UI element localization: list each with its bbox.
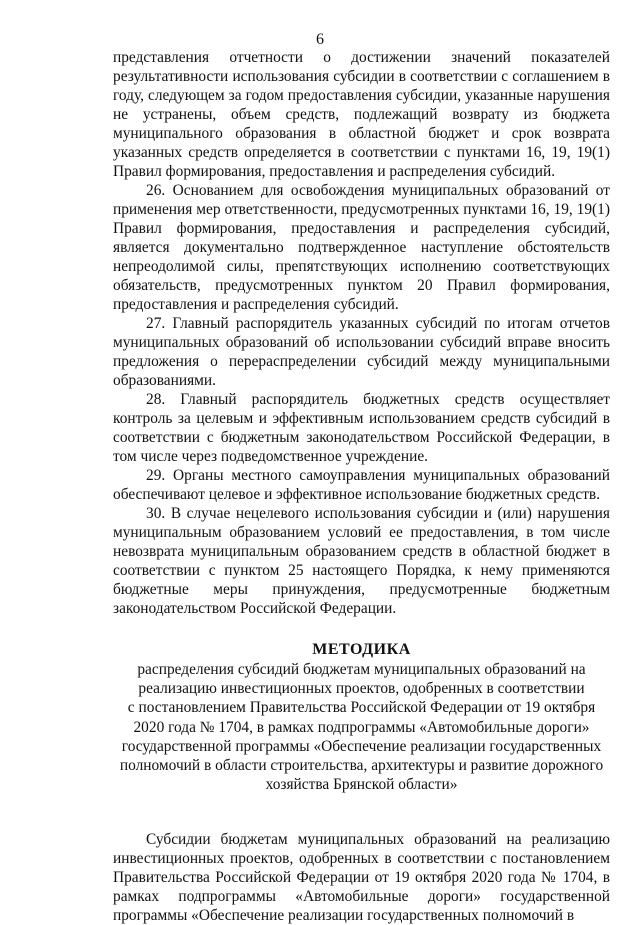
subtitle-line: распределения субсидий бюджетам муниципальных образований на <box>137 661 586 678</box>
methodology-title: МЕТОДИКА <box>312 641 411 658</box>
paragraph-30: 30. В случае нецелевого использования субсидии и (или) нарушения муниципальным образованием условий ее предоставления, в том числе невозврата муниципальным образованием средств в областной бюджет в соответствии с пунктом 25 настоящего Порядка, к нему применяются бюджетные меры принуждения, предусмотренные бюджетным законодательством Российской Федерации. <box>113 505 610 617</box>
paragraph-27: 27. Главный распорядитель указанных субсидий по итогам отчетов муниципальных образований об использовании субсидий вправе вносить предложения о перераспределении субсидий между муниципальными образованиями. <box>113 315 610 389</box>
subtitle-line: с постановлением Правительства Российской Федерации от 19 октября <box>127 699 596 717</box>
methodology-subtitle <box>113 660 610 794</box>
paragraph-29: 29. Органы местного самоуправления муниципальных образований обеспечивают целевое и эффективное использование бюджетных средств. <box>113 467 610 503</box>
page-number: 6 <box>316 31 324 48</box>
subtitle-line: государственной программы «Обеспечение реализации государственных <box>121 737 602 755</box>
spacer <box>113 794 610 830</box>
paragraph-continuation: представления отчетности о достижении значений показателей результативности использования субсидии в соответствии с соглашением в году, следующем за годом предоставления субсидии, указанные нарушения не устранены, объем средств, подлежащий возврату из бюджета муниципального образования в областной бюджет и срок возврата указанных средств определяется в соответствии с пунктами 16, 19, 19(1) Правил формирования, предоставления и распределения субсидий. <box>113 49 610 180</box>
paragraph-26: 26. Основанием для освобождения муниципальных образований от применения мер ответственности, предусмотренных пунктами 16, 19, 19(1) Правил формирования, предоставления и распределения субсидий, является документально подтвержденное наступление обстоятельств непреодолимой силы, препятствующих исполнению соответствующих обязательств, предусмотренных пунктом 20 Правил формирования, предоставления и распределения субсидий. <box>113 182 610 313</box>
methodology-body-paragraph: Субсидии бюджетам муниципальных образований на реализацию инвестиционных проектов, одобренных в соответствии с постановлением Правительства Российской Федерации от 19 октября 2020 года № 1704, в рамках подпрограммы «Автомобильные дороги» государственной программы «Обеспечение реализации государственных полномочий в <box>113 831 610 925</box>
subtitle-line: 2020 года № 1704, в рамках подпрограммы «Автомобильные дороги» <box>133 718 590 736</box>
document-body <box>113 48 610 925</box>
subtitle-line: полномочий в области строительства, архитектуры и развитие дорожного <box>119 757 604 775</box>
subtitle-line: хозяйства Брянской области» <box>265 776 458 794</box>
subtitle-line: реализацию инвестиционных проектов, одобренных в соответствии <box>138 680 585 698</box>
paragraph-28: 28. Главный распорядитель бюджетных средств осуществляет контроль за целевым и эффективным использованием средств субсидий в соответствии с бюджетным законодательством Российской Федерации, в том числе через подведомственное учреждение. <box>113 391 610 465</box>
